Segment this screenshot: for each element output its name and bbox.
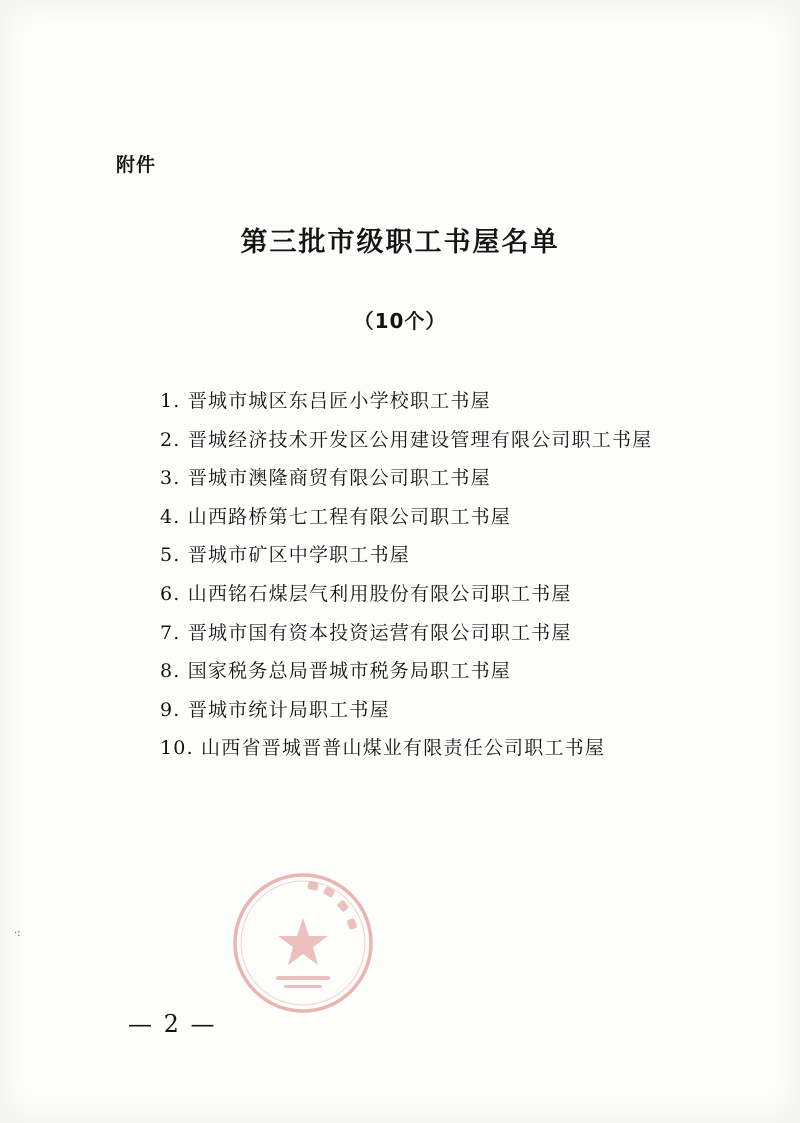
list-item: 2. 晋城经济技术开发区公用建设管理有限公司职工书屋 bbox=[160, 428, 653, 451]
list-item: 9. 晋城市统计局职工书屋 bbox=[160, 698, 390, 721]
list-item: 6. 山西铭石煤层气利用股份有限公司职工书屋 bbox=[160, 582, 572, 605]
attachment-label: 附件 bbox=[116, 154, 157, 176]
list-item: 3. 晋城市澳隆商贸有限公司职工书屋 bbox=[160, 467, 491, 490]
list-item: 1. 晋城市城区东吕匠小学校职工书屋 bbox=[160, 390, 491, 412]
page-number: — 2 — bbox=[128, 1010, 217, 1038]
list-item: 5. 晋城市矿区中学职工书屋 bbox=[160, 544, 410, 567]
document-title: 第三批市级职工书屋名单 bbox=[240, 227, 560, 258]
list-item: 8. 国家税务总局晋城市税务局职工书屋 bbox=[160, 660, 511, 683]
list-item: 7. 晋城市国有资本投资运营有限公司职工书屋 bbox=[160, 621, 572, 644]
bookhouse-list bbox=[160, 382, 652, 768]
item-count: （10个） bbox=[353, 309, 447, 333]
scan-speck: ·: bbox=[14, 928, 21, 939]
list-item: 10. 山西省晋城晋普山煤业有限责任公司职工书屋 bbox=[160, 737, 606, 760]
list-item: 4. 山西路桥第七工程有限公司职工书屋 bbox=[160, 505, 511, 528]
official-red-seal-icon bbox=[228, 868, 378, 1018]
